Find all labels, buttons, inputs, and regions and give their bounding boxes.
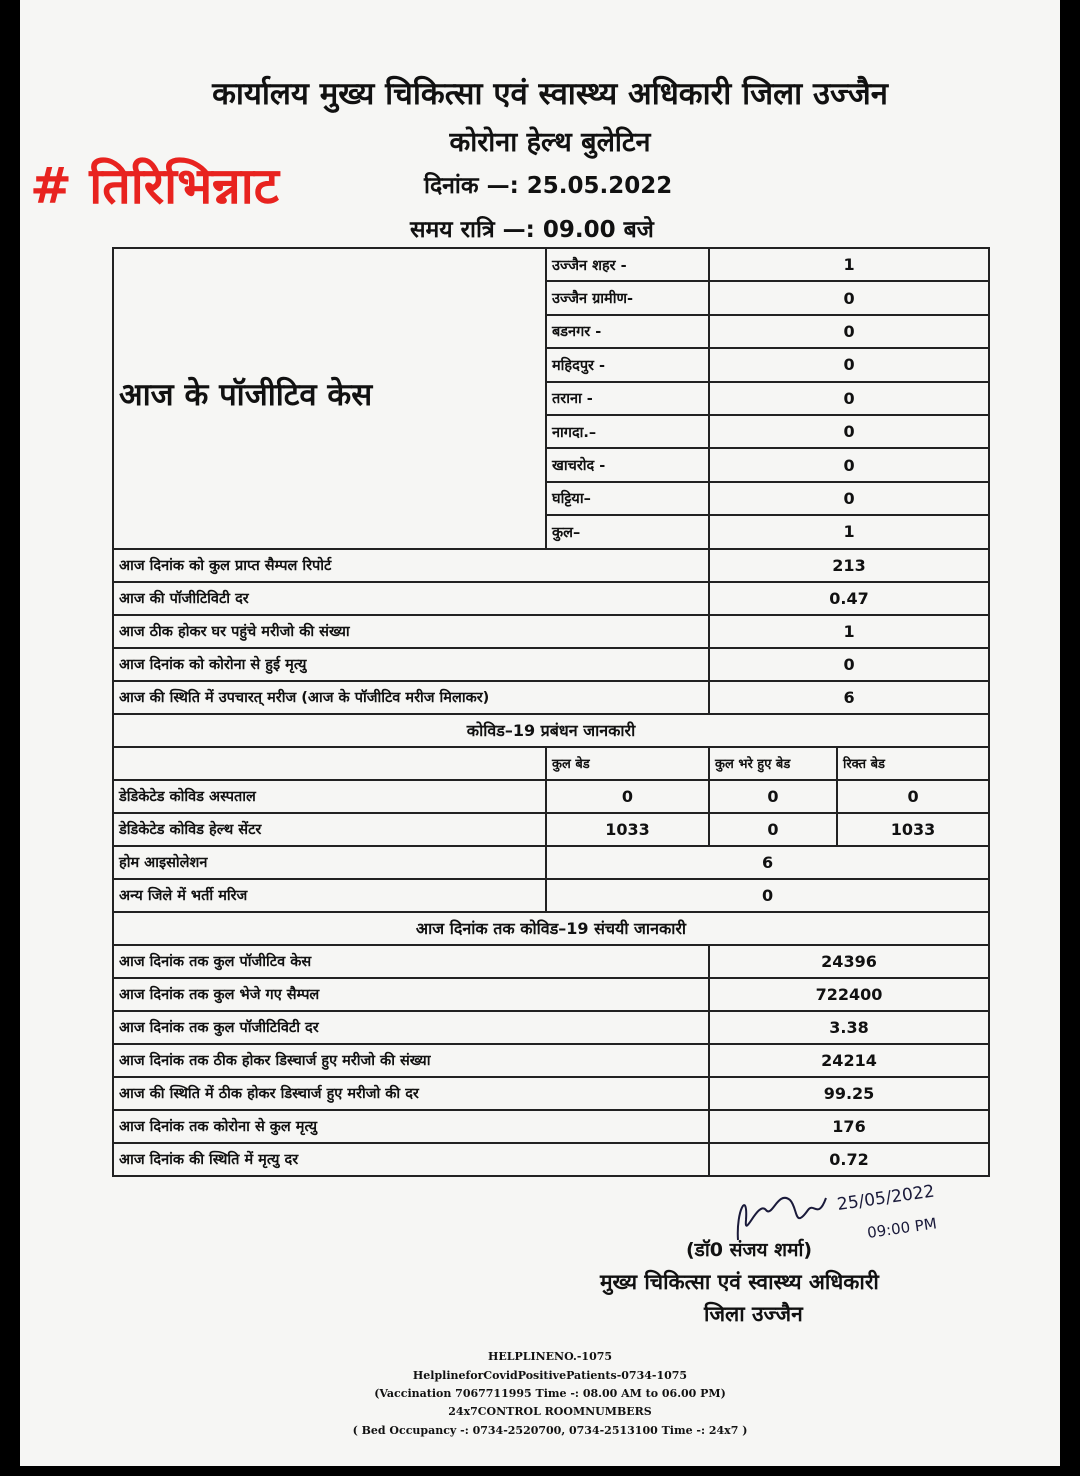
place-label: उज्जैन शहर - [546,248,709,281]
stat-value: 213 [709,549,989,582]
place-label: खाचरोद - [546,448,709,481]
office-heading: कार्यालय मुख्य चिकित्सा एवं स्वास्थ्य अधिकारी जिला उज्जैन [212,76,888,112]
table-row [113,681,989,714]
place-label: कुल– [546,515,709,548]
place-value: 1 [709,515,989,548]
health-center-vacant: 1033 [837,813,989,846]
hospital-filled: 0 [709,780,837,813]
place-value: 0 [709,415,989,448]
officer-designation: मुख्य चिकित्सा एवं स्वास्थ्य अधिकारी [600,1270,879,1294]
place-label: तराना - [546,382,709,415]
table-row [113,813,989,846]
table-row [113,648,989,681]
table-row [113,747,989,780]
cumulative-value: 3.38 [709,1011,989,1044]
table-row [113,1110,989,1143]
table-row [113,1143,989,1176]
home-isolation-value: 6 [546,846,989,879]
table-row [113,912,989,945]
health-center-total: 1033 [546,813,709,846]
bulletin-title: कोरोना हेल्थ बुलेटिन [449,127,651,158]
hospital-vacant: 0 [837,780,989,813]
stat-label: आज की स्थिति में उपचारत् मरीज (आज के पॉजीटिव मरीज मिलाकर) [113,681,709,714]
stat-label: आज की पॉजीटिविटी दर [113,582,709,615]
stat-value: 6 [709,681,989,714]
health-center-label: डेडिकेटेड कोविड हेल्थ सेंटर [113,813,546,846]
signature-date: 25/05/2022 [835,1181,936,1215]
table-row [113,1077,989,1110]
cumulative-value: 99.25 [709,1077,989,1110]
table-row [113,549,989,582]
col-total-beds: कुल बेड [546,747,709,780]
table-row [113,879,989,912]
footer-covid-helpline: HelplineforCovidPositivePatients-0734-1075 [412,1369,688,1382]
place-label: घट्टिया– [546,482,709,515]
signature-time: 09:00 PM [866,1214,938,1242]
place-value: 1 [709,248,989,281]
place-value: 0 [709,448,989,481]
stat-label: आज ठीक होकर घर पहुंचे मरीजो की संख्या [113,615,709,648]
stat-label: आज दिनांक को कुल प्राप्त सैम्पल रिपोर्ट [113,549,709,582]
cumulative-value: 0.72 [709,1143,989,1176]
footer-vaccination: (Vaccination 7067711995 Time -: 08.00 AM to 06.00 PM) [374,1387,726,1400]
health-center-filled: 0 [709,813,837,846]
cumulative-label: आज दिनांक की स्थिति में मृत्यु दर [113,1143,709,1176]
cumulative-value: 24396 [709,945,989,978]
cumulative-value: 722400 [709,978,989,1011]
table-row [113,846,989,879]
cumulative-label: आज दिनांक तक कुल पॉजीटिव केस [113,945,709,978]
col-filled-beds: कुल भरे हुए बेड [709,747,837,780]
table-row [113,615,989,648]
hospital-total: 0 [546,780,709,813]
footer-helpline: HELPLINENO.-1075 [487,1350,613,1363]
stat-label: आज दिनांक को कोरोना से हुई मृत्यु [113,648,709,681]
stat-value: 1 [709,615,989,648]
home-isolation-label: होम आइसोलेशन [113,846,546,879]
col-vacant-beds: रिक्त बेड [837,747,989,780]
table-row [113,1011,989,1044]
footer-control-room: 24x7CONTROL ROOMNUMBERS [448,1405,652,1418]
place-label: बडनगर - [546,315,709,348]
place-value: 0 [709,281,989,314]
cumulative-section-title: आज दिनांक तक कोविड–19 संचयी जानकारी [113,912,989,945]
footer-bed-occupancy: ( Bed Occupancy -: 0734-2520700, 0734-2513100 Time -: 24x7 ) [352,1424,748,1437]
officer-name: (डॉ0 संजय शर्मा) [686,1239,813,1261]
table-row [113,1044,989,1077]
cumulative-label: आज दिनांक तक ठीक होकर डिस्चार्ज हुए मरीजो की संख्या [113,1044,709,1077]
place-label: उज्जैन ग्रामीण- [546,281,709,314]
cumulative-label: आज दिनांक तक कुल पॉजीटिविटी दर [113,1011,709,1044]
hospital-label: डेडिकेटेड कोविड अस्पताल [113,780,546,813]
table-row [113,248,989,281]
bulletin-table [112,247,990,1177]
cumulative-value: 176 [709,1110,989,1143]
bulletin-date: दिनांक —: 25.05.2022 [424,173,673,199]
place-value: 0 [709,482,989,515]
stat-value: 0.47 [709,582,989,615]
table-row [113,978,989,1011]
place-value: 0 [709,315,989,348]
table-row [113,714,989,747]
bulletin-time: समय रात्रि —: 09.00 बजे [410,217,654,243]
place-value: 0 [709,348,989,381]
other-district-label: अन्य जिले में भर्ती मरिज [113,879,546,912]
cumulative-value: 24214 [709,1044,989,1077]
officer-district: जिला उज्जैन [704,1302,803,1326]
other-district-value: 0 [546,879,989,912]
place-label: महिदपुर - [546,348,709,381]
table-row [113,945,989,978]
empty-cell [113,747,546,780]
cumulative-label: आज दिनांक तक कोरोना से कुल मृत्यु [113,1110,709,1143]
cumulative-label: आज दिनांक तक कुल भेजे गए सैम्पल [113,978,709,1011]
table-row [113,582,989,615]
stat-value: 0 [709,648,989,681]
cumulative-label: आज की स्थिति में ठीक होकर डिस्चार्ज हुए मरीजो की दर [113,1077,709,1110]
hashtag-watermark: # तिरिभिन्नाट [30,157,279,215]
today-positive-label: आज के पॉजीटिव केस [113,248,546,549]
management-section-title: कोविड–19 प्रबंधन जानकारी [113,714,989,747]
table-row [113,780,989,813]
place-label: नागदा.– [546,415,709,448]
place-value: 0 [709,382,989,415]
